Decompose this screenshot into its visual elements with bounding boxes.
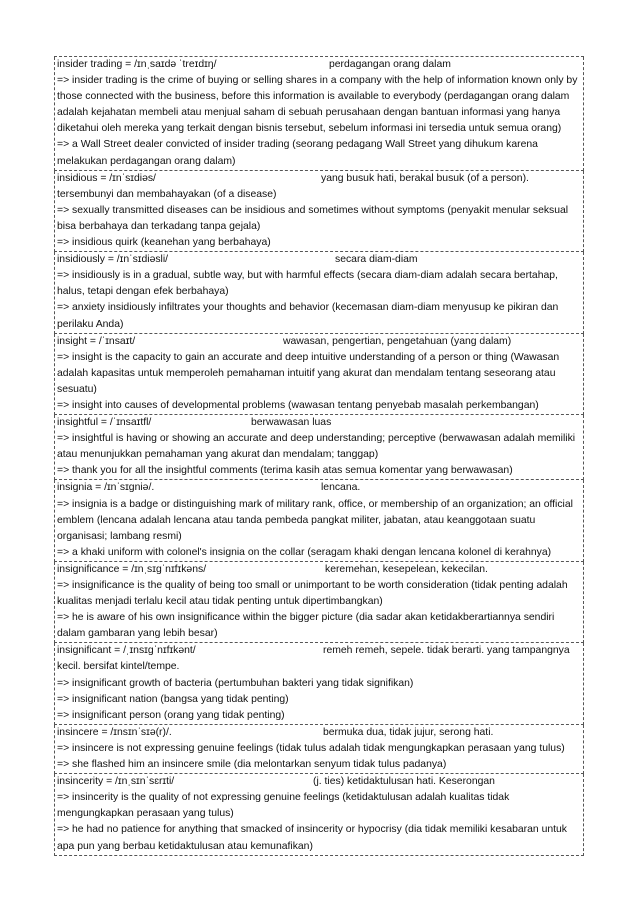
entry-term: insignia = /ɪnˈsɪɡniə/. xyxy=(57,482,155,494)
entry-term: insidiously = /ɪnˈsɪdiəsli/ xyxy=(57,254,169,266)
entry-line: => insincerity is the quality of not expressing genuine feelings (ketidaktulusan adalah kualitas tidak mengungkapkan perasaan yang tulus) xyxy=(57,792,510,820)
entry-translation: (j. ties) ketidaktulusan hati. Keserongan xyxy=(313,776,495,788)
entry-header xyxy=(57,415,581,431)
entry-term: insincere = /ɪnsɪnˈsɪə(r)/. xyxy=(57,726,172,738)
entry-insidious xyxy=(54,171,584,252)
entry-term: insider trading = /ɪnˌsaɪdə ˈtreɪdɪŋ/ xyxy=(57,59,217,70)
entry-line: => insignificant nation (bangsa yang tidak penting) xyxy=(57,693,289,705)
entry-line: => insincere is not expressing genuine feelings (tidak tulus adalah tidak mengungkapkan perasaan yang tulus) xyxy=(57,742,565,754)
entry-header xyxy=(57,57,581,73)
entry-translation: berwawasan luas xyxy=(251,417,332,429)
entry-line: => insider trading is the crime of buying or selling shares in a company with the help of information known only by those connected with the business, before this information is available to everybody (perdagangan orang dalam adalah kejahatan membeli atau menjual saham di sebuah perusahaan dengan bantuan informasi yang hanya diketahui oleh mereka yang terkait dengan bisnis tersebut, sebelum informasi ini tersedia untuk semua orang) xyxy=(57,75,578,135)
entry-line: => insignificance is the quality of being too small or unimportant to be worth consideration (tidak penting adalah kualitas menjadi terlalu kecil atau tidak penting untuk dipertimbangkan) xyxy=(57,580,568,608)
entry-translation: bermuka dua, tidak jujur, serong hati. xyxy=(323,726,494,738)
entry-header xyxy=(57,334,581,350)
entry-line: => insightful is having or showing an accurate and deep understanding; perceptive (berwawasan adalah memiliki atau menunjukkan pemahaman yang akurat dan mendalam; tanggap) xyxy=(57,433,576,461)
entry-translation: remeh remeh, sepele. tidak berarti. yang tampangnya xyxy=(323,645,570,657)
entry-header xyxy=(57,562,581,578)
entry-term: insight = /ˈɪnsaɪt/ xyxy=(57,335,136,347)
entry-translation: keremehan, kesepelean, kekecilan. xyxy=(325,563,488,575)
entry-term: insignificant = /ˌɪnsɪɡˈnɪfɪkənt/ xyxy=(57,645,196,657)
entry-line: => insight is the capacity to gain an accurate and deep intuitive understanding of a person or thing (Wawasan adalah kapasitas untuk memperoleh pemahaman intuitif yang akurat dan mendalam tentang seseorang atau sesuatu) xyxy=(57,351,560,395)
entry-translation: wawasan, pengertian, pengetahuan (yang dalam) xyxy=(283,335,512,347)
entry-insignificant xyxy=(54,643,584,724)
entry-header xyxy=(57,171,581,187)
entry-header xyxy=(57,480,581,496)
entry-term: insightful = /ˈɪnsaɪtfl/ xyxy=(57,417,152,429)
entry-line: => he had no patience for anything that smacked of insincerity or hypocrisy (dia tidak memiliki kesabaran untuk apa pun yang berbau ketidaktulusan atau kemunafikan) xyxy=(57,824,567,852)
dictionary-table xyxy=(54,56,584,856)
entry-line: => sexually transmitted diseases can be insidious and sometimes without symptoms (penyakit menular seksual bisa berbahaya dan terkadang tanpa gejala) xyxy=(57,204,569,232)
entry-insight xyxy=(54,334,584,415)
entry-line: => anxiety insidiously infiltrates your thoughts and behavior (kecemasan diam-diam menyusup ke pikiran dan perilaku Anda) xyxy=(57,302,559,330)
entry-translation: yang busuk hati, berakal busuk (of a person). xyxy=(321,172,529,184)
entry-line: kecil. bersifat kintel/tempe. xyxy=(57,661,180,673)
entry-insincerity xyxy=(54,774,584,855)
entry-line: => insight into causes of developmental problems (wawasan tentang penyebab masalah perkembangan) xyxy=(57,399,539,411)
entry-line: tersembunyi dan membahayakan (of a disease) xyxy=(57,188,277,200)
entry-line: => insidiously is in a gradual, subtle way, but with harmful effects (secara diam-diam adalah secara bertahap, halus, tetapi dengan efek berbahaya) xyxy=(57,270,558,298)
entry-line: => insignificant growth of bacteria (pertumbuhan bakteri yang tidak signifikan) xyxy=(57,677,414,689)
entry-insincere xyxy=(54,725,584,774)
entry-insignificance xyxy=(54,562,584,643)
entry-insightful xyxy=(54,415,584,480)
entry-header xyxy=(57,643,581,659)
entry-insignia xyxy=(54,480,584,561)
entry-translation: perdagangan orang dalam xyxy=(329,59,451,70)
entry-line: => insidious quirk (keanehan yang berbahaya) xyxy=(57,237,271,249)
entry-header xyxy=(57,725,581,741)
entry-line: => a Wall Street dealer convicted of insider trading (seorang pedagang Wall Street yang dihukum karena melakukan perdagangan orang dalam) xyxy=(57,139,538,167)
entry-insider-trading xyxy=(54,57,584,171)
entry-line: => thank you for all the insightful comments (terima kasih atas semua komentar yang berwawasan) xyxy=(57,465,513,477)
entry-term: insidious = /ɪnˈsɪdiəs/ xyxy=(57,172,156,184)
entry-header xyxy=(57,252,581,268)
entry-line: => he is aware of his own insignificance within the bigger picture (dia sadar akan ketidakberartiannya sendiri dalam gambaran yang lebih besar) xyxy=(57,612,555,640)
entry-term: insincerity = /ɪnˌsɪnˈsɛrɪti/ xyxy=(57,776,175,788)
entry-header xyxy=(57,774,581,790)
entry-line: => insignificant person (orang yang tidak penting) xyxy=(57,709,285,721)
entry-line: => insignia is a badge or distinguishing mark of military rank, office, or membership of an organization; an official emblem (lencana adalah lencana atau tanda pembeda pangkat militer, jabatan, atau keanggotaan suatu organisasi; lambang resmi) xyxy=(57,498,573,542)
entry-insidiously xyxy=(54,252,584,333)
entry-term: insignificance = /ɪnˌsɪɡˈnɪfɪkəns/ xyxy=(57,563,207,575)
entry-line: => a khaki uniform with colonel's insignia on the collar (seragam khaki dengan lencana kolonel di kerahnya) xyxy=(57,546,552,558)
entry-line: => she flashed him an insincere smile (dia melontarkan senyum tidak tulus padanya) xyxy=(57,759,447,771)
entry-translation: lencana. xyxy=(321,482,361,494)
entry-translation: secara diam-diam xyxy=(335,254,418,266)
